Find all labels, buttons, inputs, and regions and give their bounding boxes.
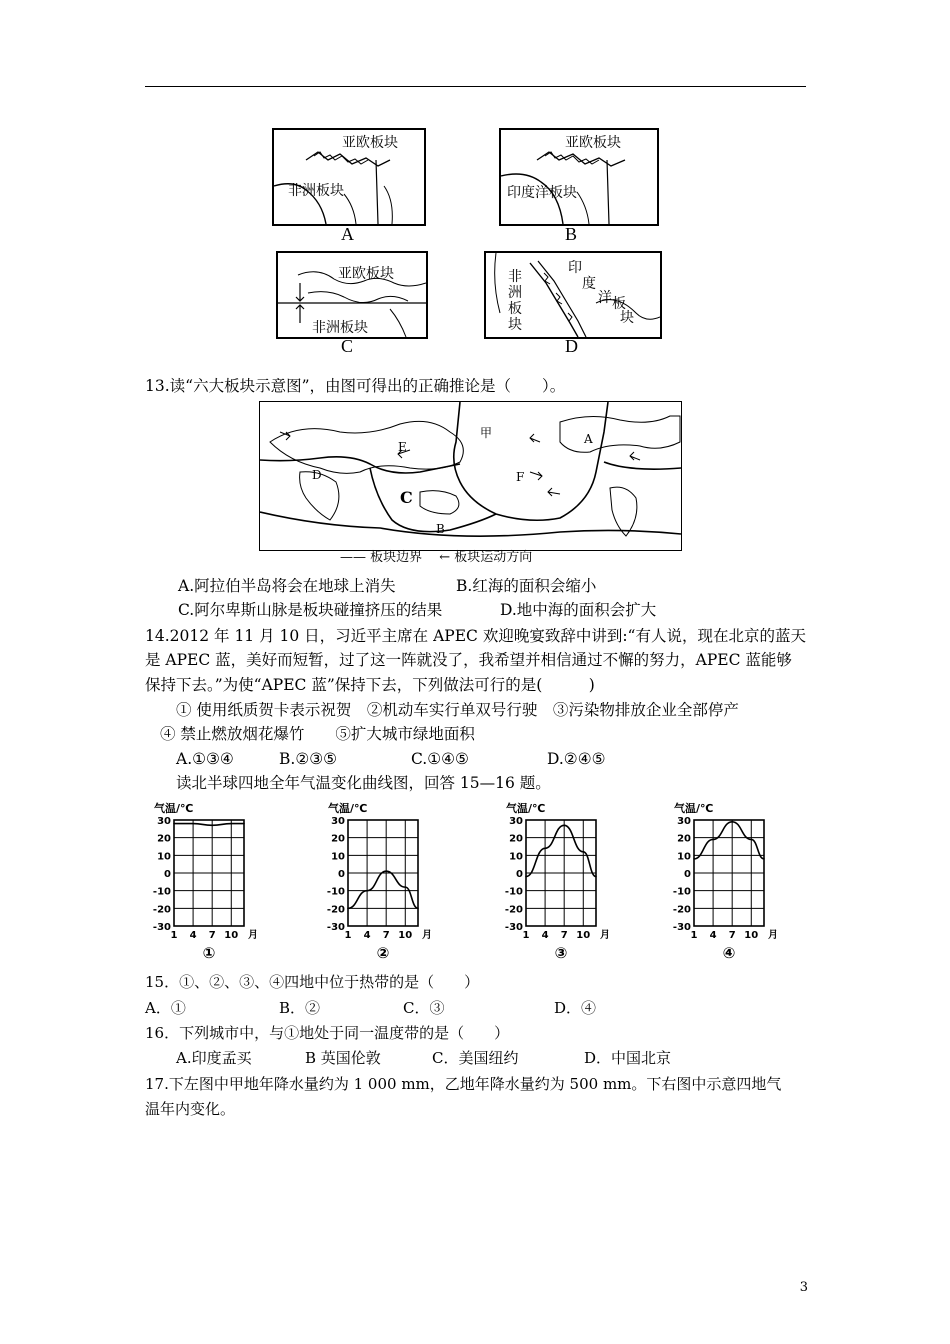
data-point [693, 858, 695, 860]
y-tick-label: 30 [157, 816, 171, 827]
plate-char: 洋 [598, 290, 612, 306]
q15-option-d: D．④ [554, 999, 597, 1017]
x-tick-label: 10 [576, 930, 591, 941]
x-axis-label: 月 [248, 930, 258, 941]
chart-number: ④ [722, 944, 736, 962]
question-16-stem: 16．下列城市中，与①地处于同一温度带的是（ ） [145, 1024, 510, 1042]
x-axis-label: 月 [600, 930, 610, 941]
data-point [525, 876, 527, 878]
question-17-line: 17.下左图中甲地年降水量约为 1 000 mm，乙地年降水量约为 500 mm。下右图中示意四地气 [145, 1075, 782, 1093]
plate-label: 亚欧板块 [338, 266, 394, 282]
temperature-chart-3 [492, 798, 642, 962]
figure-letter-a: A [341, 224, 354, 244]
data-point [404, 886, 406, 888]
y-axis-label: 气温/℃ [506, 802, 546, 815]
temperature-curve [694, 822, 764, 859]
x-tick-label: 7 [728, 930, 736, 941]
question-15-stem: 15．①、②、③、④四地中位于热带的是（ ） [145, 973, 480, 991]
data-point [211, 825, 213, 827]
q14-option-b: B.②③⑤ [279, 750, 338, 768]
plate-map-a [272, 128, 426, 226]
x-tick-label: 10 [744, 930, 759, 941]
q15-option-b: B．② [279, 999, 321, 1017]
y-tick-label: 30 [677, 816, 691, 827]
x-axis-label: 月 [768, 930, 778, 941]
data-point [192, 823, 194, 825]
q15-option-c: C．③ [403, 999, 445, 1017]
y-tick-label: 10 [331, 851, 345, 863]
data-point [712, 839, 714, 841]
q14-option-d: D.②④⑤ [547, 750, 606, 768]
question-14-line: 是 APEC 蓝，美好而短暂，过了这一阵就没了，我希望并相信通过不懈的努力，APEC 蓝能够 [145, 651, 792, 669]
question-14-line: 14.2012 年 11 月 10 日，习近平主席在 APEC 欢迎晚宴致辞中讲到:“有人说，现在北京的蓝天 [145, 627, 806, 645]
plate-letter: C [400, 488, 413, 507]
x-tick-label: 7 [382, 930, 390, 941]
plate-char: 块 [508, 317, 522, 333]
plate-char: 块 [620, 310, 634, 326]
data-point [544, 847, 546, 849]
question-14-items: ④ 禁止燃放烟花爆竹 ⑤扩大城市绿地面积 [160, 725, 475, 743]
plate-letter: D [312, 468, 322, 482]
temperature-curve [174, 824, 244, 826]
question-13-stem: 13.读“六大板块示意图”，由图可得出的正确推论是（ ）。 [145, 377, 566, 395]
y-tick-label: -30 [152, 922, 171, 933]
data-point [417, 908, 419, 910]
data-point [230, 823, 232, 825]
q14-option-c: C.①④⑤ [411, 750, 469, 768]
x-tick-label: 1 [690, 930, 698, 941]
q16-option-d: D．中国北京 [584, 1049, 672, 1067]
y-tick-label: 30 [331, 816, 345, 827]
x-tick-label: 7 [208, 930, 216, 941]
x-tick-label: 4 [189, 930, 197, 941]
y-tick-label: 20 [157, 833, 171, 845]
x-tick-label: 1 [522, 930, 530, 941]
x-axis-label: 月 [422, 930, 432, 941]
temperature-curve [348, 871, 418, 908]
q16-option-a: A.印度孟买 [176, 1049, 252, 1067]
data-point [385, 870, 387, 872]
y-tick-label: 0 [338, 869, 345, 880]
y-tick-label: -20 [672, 904, 691, 916]
data-point [750, 839, 752, 841]
y-tick-label: -10 [672, 886, 691, 898]
data-point [582, 851, 584, 853]
q16-option-c: C．美国纽约 [432, 1049, 519, 1067]
figure-letter-c: C [341, 336, 354, 356]
x-tick-label: 4 [363, 930, 371, 941]
data-point [347, 908, 349, 910]
temperature-chart-2 [314, 798, 464, 962]
plate-letter: E [398, 440, 407, 454]
six-plates-map [259, 401, 682, 551]
plate-char: 洲 [508, 285, 522, 301]
page-number: 3 [799, 1280, 808, 1295]
q14-option-a: A.①③④ [176, 750, 234, 768]
plate-letter: A [584, 432, 593, 446]
plate-char: 非 [508, 269, 522, 285]
y-tick-label: -30 [504, 922, 523, 933]
figure-letter-b: B [565, 224, 578, 244]
y-tick-label: -10 [326, 886, 345, 898]
data-point [243, 823, 245, 825]
x-tick-label: 7 [560, 930, 568, 941]
plate-letter: B [436, 522, 445, 536]
q13-option-a: A.阿拉伯半岛将会在地球上消失 [178, 577, 396, 595]
y-tick-label: 20 [509, 833, 523, 845]
y-tick-label: -30 [672, 922, 691, 933]
plate-map-d [484, 251, 662, 339]
y-axis-label: 气温/℃ [328, 802, 368, 815]
x-tick-label: 4 [709, 930, 717, 941]
y-axis-label: 气温/℃ [154, 802, 194, 815]
plate-char: 度 [582, 276, 596, 292]
plate-label: 亚欧板块 [342, 135, 398, 151]
q16-option-b: B 英国伦敦 [305, 1049, 381, 1067]
data-point [173, 823, 175, 825]
temperature-chart-4 [660, 798, 810, 962]
y-tick-label: 0 [684, 869, 691, 880]
question-14-line: 保持下去。”为使“APEC 蓝”保持下去，下列做法可行的是( ) [145, 676, 595, 694]
y-tick-label: -20 [504, 904, 523, 916]
data-point [366, 890, 368, 892]
data-point [731, 821, 733, 823]
plate-char: 板 [612, 296, 626, 312]
plate-char: 板 [508, 301, 522, 317]
plate-letter: 甲 [480, 426, 493, 440]
data-point [763, 858, 765, 860]
y-tick-label: -20 [326, 904, 345, 916]
temperature-chart-1 [140, 798, 290, 962]
chart-number: ③ [554, 944, 568, 962]
plate-char: 印 [568, 260, 582, 276]
x-tick-label: 1 [170, 930, 178, 941]
plate-label: 非洲板块 [312, 320, 368, 336]
figure-letter-d: D [565, 336, 578, 356]
q13-option-d: D.地中海的面积会扩大 [500, 601, 657, 619]
temperature-curve [526, 825, 596, 876]
x-tick-label: 1 [344, 930, 352, 941]
question-14-items: ① 使用纸质贺卡表示祝贺 ②机动车实行单双号行驶 ③污染物排放企业全部停产 [176, 701, 739, 719]
y-tick-label: 0 [516, 869, 523, 880]
map-legend: —— 板块边界 ← 板块运动方向 [340, 550, 533, 565]
y-tick-label: -10 [152, 886, 171, 898]
y-tick-label: 10 [509, 851, 523, 863]
q15-option-a: A．① [145, 999, 186, 1017]
plate-label: 非洲板块 [288, 183, 344, 199]
data-point [563, 825, 565, 827]
y-tick-label: -20 [152, 904, 171, 916]
y-tick-label: 10 [157, 851, 171, 863]
y-tick-label: 30 [509, 816, 523, 827]
plate-map-c [276, 251, 428, 339]
plate-label: 亚欧板块 [565, 135, 621, 151]
plate-label: 印度洋板块 [507, 185, 577, 201]
y-tick-label: 0 [164, 869, 171, 880]
x-tick-label: 10 [398, 930, 413, 941]
y-tick-label: 20 [331, 833, 345, 845]
q13-option-b: B.红海的面积会缩小 [456, 577, 597, 595]
x-tick-label: 10 [224, 930, 239, 941]
header-rule [145, 86, 806, 87]
chart-number: ① [202, 944, 216, 962]
data-point [595, 876, 597, 878]
y-tick-label: 20 [677, 833, 691, 845]
plate-letter: F [516, 470, 525, 484]
y-tick-label: -30 [326, 922, 345, 933]
plate-label-vertical [508, 269, 524, 333]
section-intro: 读北半球四地全年气温变化曲线图，回答 15—16 题。 [176, 774, 551, 792]
plate-map-b [499, 128, 659, 226]
y-tick-label: -10 [504, 886, 523, 898]
y-axis-label: 气温/℃ [674, 802, 714, 815]
question-17-line: 温年内变化。 [145, 1100, 236, 1118]
q13-option-c: C.阿尔卑斯山脉是板块碰撞挤压的结果 [178, 601, 443, 619]
x-tick-label: 4 [541, 930, 549, 941]
chart-number: ② [376, 944, 390, 962]
y-tick-label: 10 [677, 851, 691, 863]
